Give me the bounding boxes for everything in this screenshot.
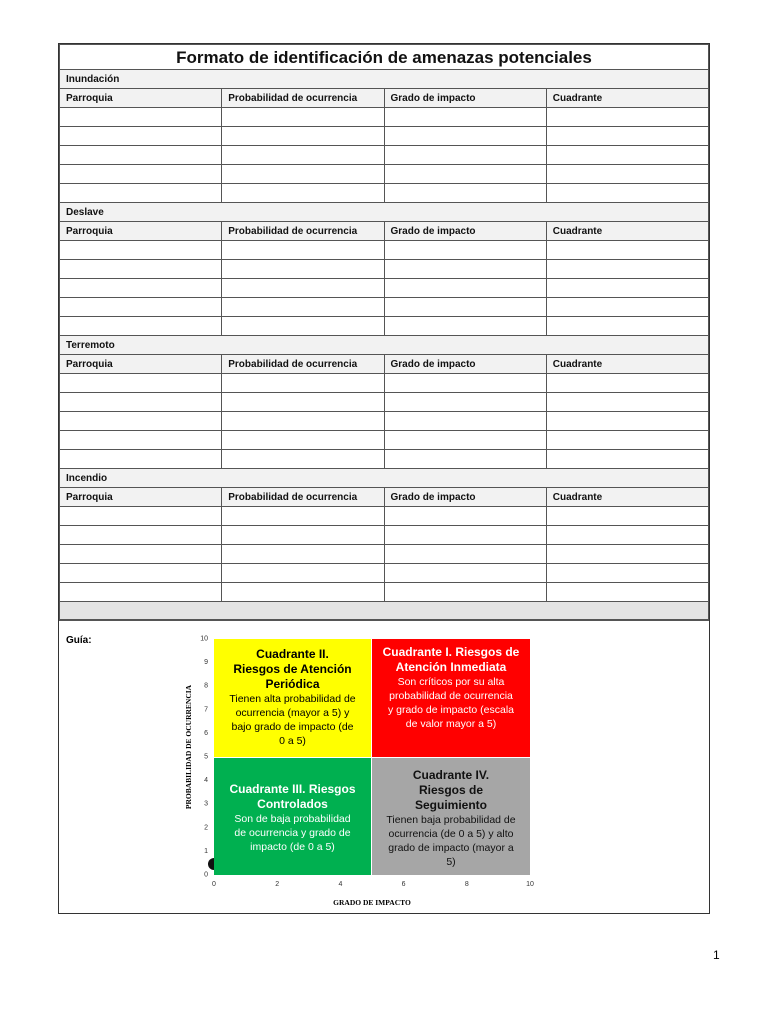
quadrant-iii xyxy=(214,758,371,875)
quadrant-i-text: Son críticos por su alta probabilidad de ocurrencia y grado de impacto (escala de valor mayor a 5) xyxy=(387,676,515,730)
y-tick-label: 4 xyxy=(204,777,208,785)
input-cell[interactable] xyxy=(222,165,384,184)
quadrant-i-title: Cuadrante I. Riesgos de Atención Inmediata xyxy=(382,645,520,674)
input-cell[interactable] xyxy=(222,317,384,336)
column-header: Probabilidad de ocurrencia xyxy=(222,488,384,507)
quadrant-iii-text: Son de baja probabilidad de ocurrencia y grado de impacto (de 0 a 5) xyxy=(234,813,351,853)
table-row xyxy=(60,374,709,393)
input-cell[interactable] xyxy=(546,127,708,146)
input-cell[interactable] xyxy=(384,507,546,526)
column-header: Cuadrante xyxy=(546,488,708,507)
input-cell[interactable] xyxy=(546,165,708,184)
quadrant-iv-title: Cuadrante IV. Riesgos de Seguimiento xyxy=(412,768,490,812)
table-row xyxy=(60,564,709,583)
y-tick-label: 8 xyxy=(204,682,208,690)
input-cell[interactable] xyxy=(546,279,708,298)
input-cell[interactable] xyxy=(546,374,708,393)
guide-section xyxy=(59,620,709,915)
y-tick-label: 7 xyxy=(204,706,208,714)
input-cell[interactable] xyxy=(546,260,708,279)
input-cell[interactable] xyxy=(222,298,384,317)
input-cell[interactable] xyxy=(222,507,384,526)
table-row xyxy=(60,127,709,146)
input-cell[interactable] xyxy=(222,374,384,393)
input-cell[interactable] xyxy=(384,393,546,412)
table-row xyxy=(60,146,709,165)
spacer-row xyxy=(60,602,709,620)
input-cell[interactable] xyxy=(384,317,546,336)
input-cell[interactable] xyxy=(60,374,222,393)
input-cell[interactable] xyxy=(60,545,222,564)
input-cell[interactable] xyxy=(546,526,708,545)
input-cell[interactable] xyxy=(384,431,546,450)
x-tick-label: 0 xyxy=(212,881,216,888)
table-row xyxy=(60,450,709,469)
guide-label: Guía: xyxy=(66,635,92,646)
table-row xyxy=(60,317,709,336)
input-cell[interactable] xyxy=(60,184,222,203)
input-cell[interactable] xyxy=(546,184,708,203)
input-cell[interactable] xyxy=(60,108,222,127)
input-cell[interactable] xyxy=(60,583,222,602)
y-tick-label: 0 xyxy=(204,871,208,879)
input-cell[interactable] xyxy=(384,374,546,393)
input-cell[interactable] xyxy=(384,564,546,583)
form-frame xyxy=(58,43,710,914)
table-row xyxy=(60,583,709,602)
quadrant-ii-title: Cuadrante II. Riesgos de Atención Periódica xyxy=(233,647,352,691)
input-cell[interactable] xyxy=(60,298,222,317)
input-cell[interactable] xyxy=(546,393,708,412)
input-cell[interactable] xyxy=(546,241,708,260)
input-cell[interactable] xyxy=(384,450,546,469)
input-cell[interactable] xyxy=(384,184,546,203)
x-tick-label: 8 xyxy=(464,881,469,888)
table-row xyxy=(60,545,709,564)
table-row xyxy=(60,260,709,279)
input-cell[interactable] xyxy=(222,241,384,260)
column-header: Probabilidad de ocurrencia xyxy=(222,222,384,241)
x-tick-label: 10 xyxy=(526,881,534,888)
input-cell[interactable] xyxy=(222,184,384,203)
input-cell[interactable] xyxy=(546,412,708,431)
input-cell[interactable] xyxy=(546,108,708,127)
input-cell[interactable] xyxy=(384,583,546,602)
input-cell[interactable] xyxy=(60,146,222,165)
section-title: Deslave xyxy=(60,203,709,222)
input-cell[interactable] xyxy=(546,583,708,602)
threats-table xyxy=(59,44,709,620)
input-cell[interactable] xyxy=(384,108,546,127)
y-tick-label: 6 xyxy=(204,729,208,737)
input-cell[interactable] xyxy=(546,450,708,469)
table-row xyxy=(60,241,709,260)
input-cell[interactable] xyxy=(546,564,708,583)
section-title: Terremoto xyxy=(60,336,709,355)
column-header: Probabilidad de ocurrencia xyxy=(222,355,384,374)
table-row xyxy=(60,431,709,450)
section-title: Inundación xyxy=(60,70,709,89)
input-cell[interactable] xyxy=(60,241,222,260)
input-cell[interactable] xyxy=(60,317,222,336)
input-cell[interactable] xyxy=(222,279,384,298)
input-cell[interactable] xyxy=(60,507,222,526)
input-cell[interactable] xyxy=(546,507,708,526)
document-title: Formato de identificación de amenazas potenciales xyxy=(60,45,709,70)
input-cell[interactable] xyxy=(60,450,222,469)
input-cell[interactable] xyxy=(222,127,384,146)
input-cell[interactable] xyxy=(546,431,708,450)
input-cell[interactable] xyxy=(60,393,222,412)
x-tick-label: 4 xyxy=(338,881,343,888)
input-cell[interactable] xyxy=(222,450,384,469)
y-tick-label: 1 xyxy=(204,847,208,855)
input-cell[interactable] xyxy=(546,317,708,336)
input-cell[interactable] xyxy=(222,393,384,412)
y-tick-label: 10 xyxy=(200,635,208,643)
input-cell[interactable] xyxy=(222,146,384,165)
quadrant-iii-title: Cuadrante III. Riesgos Controlados xyxy=(229,782,356,811)
column-header: Grado de impacto xyxy=(384,89,546,108)
table-row xyxy=(60,108,709,127)
table-row xyxy=(60,184,709,203)
page-number: 1 xyxy=(713,948,720,962)
input-cell[interactable] xyxy=(60,127,222,146)
input-cell[interactable] xyxy=(60,165,222,184)
input-cell[interactable] xyxy=(384,279,546,298)
input-cell[interactable] xyxy=(60,526,222,545)
column-header: Parroquia xyxy=(60,222,222,241)
input-cell[interactable] xyxy=(222,108,384,127)
quadrant-i xyxy=(372,639,530,757)
quadrant-ii-text: Tienen alta probabilidad de ocurrencia (mayor a 5) y bajo grado de impacto (de 0 a 5) xyxy=(229,693,356,747)
table-row xyxy=(60,393,709,412)
quadrant-ii xyxy=(214,639,371,757)
column-header: Cuadrante xyxy=(546,89,708,108)
y-axis-label: PROBABILIDAD DE OCURRENCIA xyxy=(184,684,193,810)
input-cell[interactable] xyxy=(384,545,546,564)
table-row xyxy=(60,279,709,298)
table-row xyxy=(60,165,709,184)
input-cell[interactable] xyxy=(60,412,222,431)
column-header: Probabilidad de ocurrencia xyxy=(222,89,384,108)
input-cell[interactable] xyxy=(384,241,546,260)
section-title: Incendio xyxy=(60,469,709,488)
column-header: Cuadrante xyxy=(546,222,708,241)
column-header: Grado de impacto xyxy=(384,355,546,374)
input-cell[interactable] xyxy=(384,412,546,431)
input-cell[interactable] xyxy=(384,127,546,146)
column-header: Cuadrante xyxy=(546,355,708,374)
x-tick-label: 2 xyxy=(275,881,280,888)
input-cell[interactable] xyxy=(60,564,222,583)
input-cell[interactable] xyxy=(222,431,384,450)
input-cell[interactable] xyxy=(546,146,708,165)
input-cell[interactable] xyxy=(222,545,384,564)
y-tick-label: 3 xyxy=(204,800,208,808)
column-header: Grado de impacto xyxy=(384,488,546,507)
table-row xyxy=(60,526,709,545)
input-cell[interactable] xyxy=(546,545,708,564)
column-header: Parroquia xyxy=(60,355,222,374)
input-cell[interactable] xyxy=(222,526,384,545)
input-cell[interactable] xyxy=(222,583,384,602)
quadrant-iv-text: Tienen baja probabilidad de ocurrencia (de 0 a 5) y alto grado de impacto (mayor a 5) xyxy=(386,814,516,868)
input-cell[interactable] xyxy=(222,260,384,279)
y-tick-label: 2 xyxy=(204,824,208,832)
input-cell[interactable] xyxy=(60,431,222,450)
input-cell[interactable] xyxy=(384,526,546,545)
input-cell[interactable] xyxy=(60,260,222,279)
input-cell[interactable] xyxy=(222,564,384,583)
input-cell[interactable] xyxy=(384,146,546,165)
quadrant-iv xyxy=(372,758,530,875)
x-tick-label: 6 xyxy=(401,881,406,888)
input-cell[interactable] xyxy=(60,279,222,298)
table-row xyxy=(60,412,709,431)
table-row xyxy=(60,507,709,526)
input-cell[interactable] xyxy=(384,260,546,279)
column-header: Parroquia xyxy=(60,89,222,108)
input-cell[interactable] xyxy=(384,298,546,317)
input-cell[interactable] xyxy=(222,412,384,431)
column-header: Parroquia xyxy=(60,488,222,507)
y-tick-label: 9 xyxy=(204,659,208,667)
input-cell[interactable] xyxy=(546,298,708,317)
x-axis-label: GRADO DE IMPACTO xyxy=(333,898,411,907)
column-header: Grado de impacto xyxy=(384,222,546,241)
table-row xyxy=(60,298,709,317)
input-cell[interactable] xyxy=(384,165,546,184)
y-tick-label: 5 xyxy=(204,753,208,761)
